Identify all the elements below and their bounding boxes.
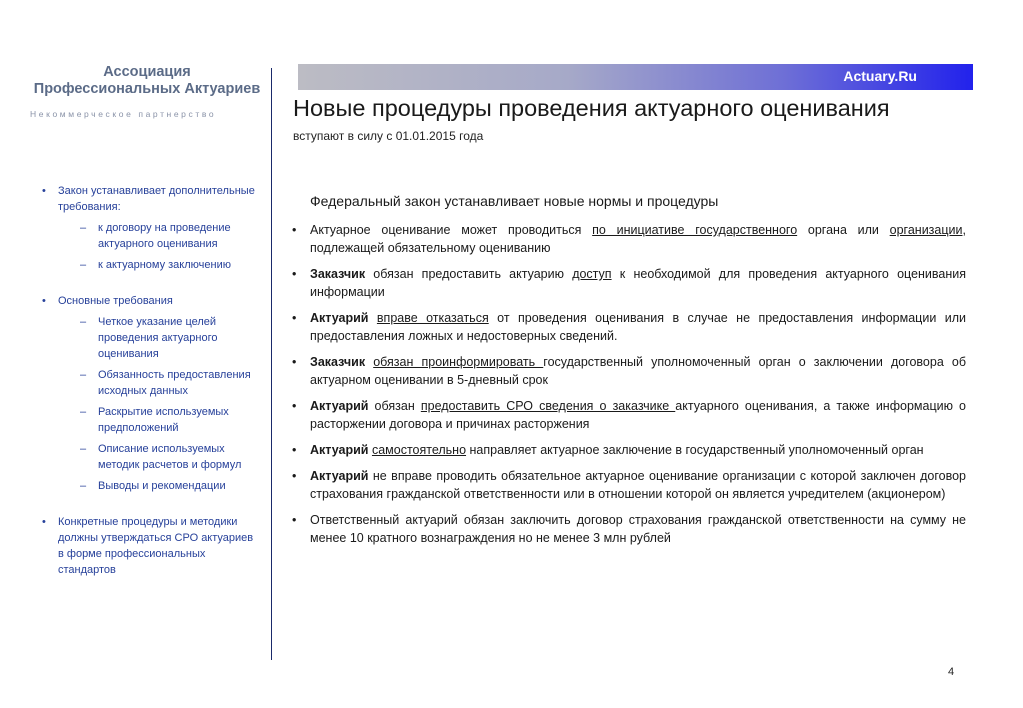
list-item: [292, 397, 966, 433]
header-banner: [298, 64, 973, 90]
bullet-icon: •: [292, 469, 297, 483]
bold-text: Актуарий: [310, 443, 369, 457]
sidebar-subitem: [58, 367, 260, 399]
main-list: [292, 221, 967, 555]
sidebar-subitem: [58, 441, 260, 473]
bullet-icon: •: [42, 516, 46, 528]
text-span: обязан предоставить актуарию: [365, 267, 573, 281]
sidebar-item-text: Основные требования: [58, 295, 173, 307]
bullet-icon: •: [292, 399, 297, 413]
text-span: к необходимой для проведения актуарного оценивания информации: [310, 267, 966, 299]
list-item: [292, 467, 966, 503]
text-span: , подлежащей обязательному оцениванию: [310, 223, 966, 255]
list-item: [292, 265, 966, 301]
sidebar-subitem-text: к договору на проведение актуарного оценивания: [98, 222, 231, 250]
underlined-text: вправе отказаться: [376, 311, 489, 325]
sidebar-item: [38, 514, 260, 578]
sidebar-subitem: [58, 220, 260, 252]
underlined-text: самостоятельно: [371, 443, 467, 457]
organization-subtitle: Некоммерческое партнерство: [30, 109, 217, 119]
bullet-icon: •: [292, 267, 297, 281]
sidebar-subitem: [58, 257, 260, 273]
sidebar-item: [38, 293, 260, 494]
sidebar-subitem: [58, 404, 260, 436]
sidebar-item-text: Конкретные процедуры и методики должны утверждаться СРО актуариев в форме профессиональных стандартов: [58, 516, 254, 576]
bullet-icon: •: [42, 185, 46, 197]
sidebar: [38, 183, 260, 598]
dash-icon: –: [80, 480, 87, 492]
dash-icon: –: [80, 406, 87, 418]
sidebar-subitem: [58, 314, 260, 362]
list-item: [292, 441, 966, 459]
bold-text: Актуарий: [310, 311, 369, 325]
text-span: актуарного оценивания, а также информацию о расторжении договора и причинах расторжения: [310, 399, 966, 431]
underlined-text: доступ: [572, 267, 612, 281]
bullet-icon: •: [292, 311, 297, 325]
text-span: [368, 311, 376, 325]
bold-text: Актуарий: [310, 469, 369, 483]
bold-text: Заказчик: [310, 267, 366, 281]
sidebar-subitem-text: Раскрытие используемых предположений: [98, 406, 229, 434]
list-item: [292, 309, 966, 345]
sidebar-subitem: [58, 478, 260, 494]
organization-name: [30, 64, 264, 98]
org-name-line2: Профессиональных Актуариев: [33, 81, 261, 97]
bullet-icon: •: [292, 355, 297, 369]
bullet-icon: •: [292, 513, 297, 527]
text-span: обязан: [368, 399, 421, 413]
underlined-text: организации: [889, 223, 963, 237]
vertical-divider: [271, 68, 272, 660]
dash-icon: –: [80, 222, 87, 234]
underlined-text: по инициативе государственного: [592, 223, 798, 237]
text-span: [365, 355, 373, 369]
sidebar-subitem-text: Обязанность предоставления исходных данных: [98, 369, 251, 397]
text-span: направляет актуарное заключение в государственный уполномоченный орган: [466, 443, 924, 457]
bullet-icon: •: [42, 295, 46, 307]
page-number: 4: [948, 666, 955, 678]
bold-text: Заказчик: [310, 355, 366, 369]
underlined-text: предоставить СРО сведения о заказчике: [420, 399, 676, 413]
dash-icon: –: [80, 259, 87, 271]
banner-site-name: Actuary.Ru: [843, 68, 917, 84]
text-span: не вправе проводить обязательное актуарное оценивание организации с которой заключен договор страхования гражданской ответственности или в отношении которой он является учредителем (акционером): [310, 469, 966, 501]
bold-text: Актуарий: [310, 399, 369, 413]
underlined-text: обязан проинформировать: [373, 355, 544, 369]
dash-icon: –: [80, 316, 87, 328]
list-item: [292, 511, 966, 547]
text-span: Ответственный актуарий обязан заключить договор страхования гражданской ответственности на сумму не менее 10 кратного вознаграждения но не менее 3 млн рублей: [310, 513, 966, 545]
list-item: [292, 221, 966, 257]
sidebar-item-text: Закон устанавливает дополнительные требования:: [58, 185, 255, 213]
org-name-line1: Ассоциация: [103, 64, 191, 80]
text-span: Актуарное оценивание может проводиться: [310, 223, 593, 237]
sidebar-subitem-text: Выводы и рекомендации: [98, 480, 226, 492]
list-item: [292, 353, 967, 389]
text-span: государственный уполномоченный орган о заключении договора об актуарном оценивании в 5-дневный срок: [310, 355, 967, 387]
sidebar-subitem-text: Описание используемых методик расчетов и формул: [98, 443, 242, 471]
bullet-icon: •: [292, 443, 297, 457]
dash-icon: –: [80, 369, 87, 381]
bullet-icon: •: [292, 223, 297, 237]
text-span: органа или: [797, 223, 890, 237]
text-span: от проведения оценивания в случае не предоставления информации или предоставления ложных и недостоверных сведений.: [310, 311, 966, 343]
page-subtitle: вступают в силу с 01.01.2015 года: [293, 129, 484, 143]
sidebar-item: [38, 183, 260, 273]
dash-icon: –: [80, 443, 87, 455]
section-heading: Федеральный закон устанавливает новые нормы и процедуры: [310, 193, 719, 209]
sidebar-subitem-text: к актуарному заключению: [98, 259, 231, 271]
page-title: Новые процедуры проведения актуарного оценивания: [293, 95, 890, 121]
sidebar-subitem-text: Четкое указание целей проведения актуарного оценивания: [98, 316, 218, 360]
